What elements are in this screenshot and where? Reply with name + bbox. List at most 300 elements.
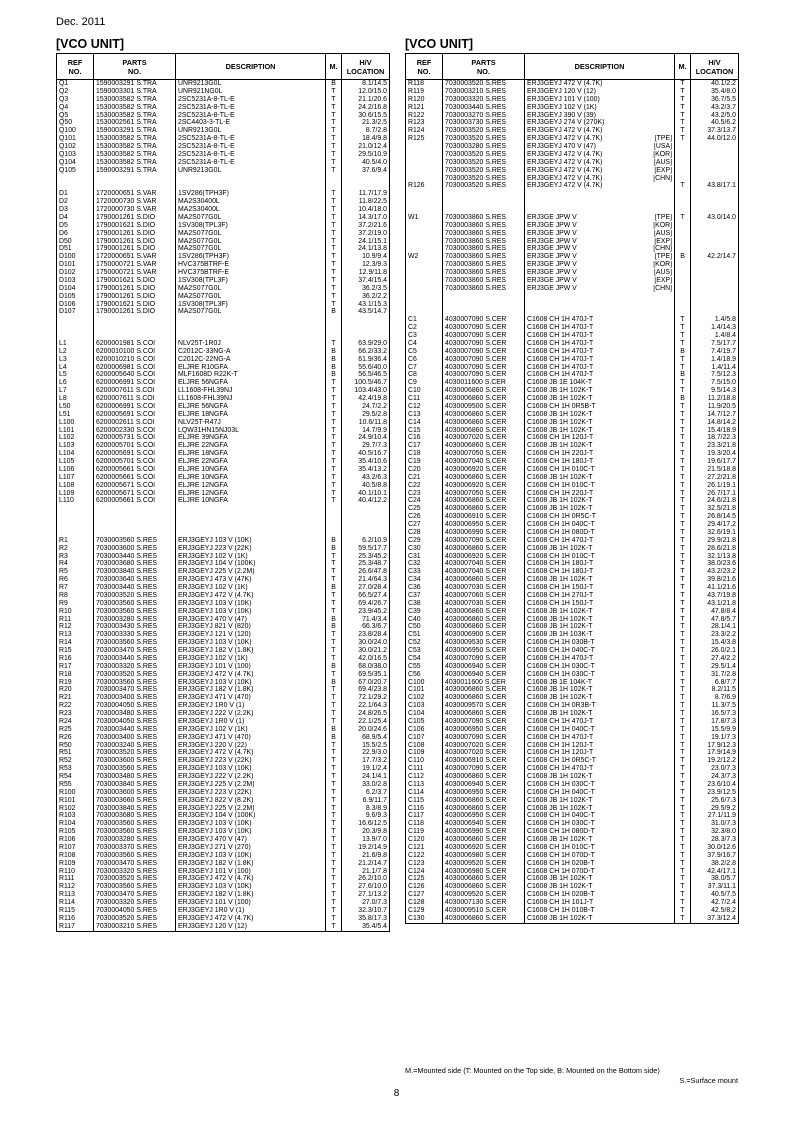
parts-number: 7030003330 — [96, 631, 135, 639]
description-text: ERJ3GEYJ 223 V (22K) — [178, 757, 252, 765]
ref-no-cell: R22 — [57, 702, 94, 710]
location-cell — [691, 198, 739, 206]
table-row — [406, 513, 739, 521]
location-cell: 37.3/12.4 — [691, 915, 739, 923]
description-cell — [525, 836, 675, 844]
description-text: ELJRE 39NGFA — [178, 434, 228, 442]
description-text: C1608 JB 1H 102K-T — [527, 497, 593, 505]
description-cell — [525, 891, 675, 899]
mounted-side-cell: T — [675, 403, 691, 411]
location-cell: 12.0/15.0 — [342, 88, 390, 96]
description-text: ERJ3GE JPW V — [527, 237, 577, 245]
description-text: ELJRE 56NGFA — [178, 402, 228, 410]
parts-number: 7030003520 — [96, 591, 135, 599]
table-row — [57, 529, 390, 537]
description-text: 2SC5231A-8-TL-E — [178, 158, 235, 166]
parts-type: S.RES — [136, 717, 158, 725]
description-text: 2SC5231A-8-TL-E — [178, 103, 235, 111]
description-cell — [525, 584, 675, 592]
location-cell: 31.7/2.8 — [691, 671, 739, 679]
ref-no-cell: C55 — [406, 663, 443, 671]
parts-no-cell — [94, 222, 176, 230]
parts-number: 7030003320 — [96, 662, 135, 670]
parts-number: 4030006920 — [445, 843, 484, 851]
description-cell — [176, 96, 326, 104]
parts-number: 7030003470 — [96, 647, 135, 654]
parts-no-cell — [443, 88, 525, 96]
table-row — [57, 537, 390, 545]
location-cell: 24.1/15.1 — [342, 238, 390, 246]
ref-no-cell: R7 — [57, 584, 94, 592]
table-row — [57, 151, 390, 159]
parts-no-cell — [94, 631, 176, 639]
parts-type: S.CER — [485, 804, 507, 812]
ref-no-cell: D50 — [57, 238, 94, 246]
ref-no-cell: D3 — [57, 206, 94, 214]
ref-no-cell: C4 — [406, 340, 443, 348]
mounted-side-cell: T — [675, 490, 691, 498]
parts-type: S.COI — [136, 450, 156, 458]
ref-no-cell — [406, 143, 443, 151]
parts-no-cell — [94, 395, 176, 403]
ref-no-cell: C34 — [406, 576, 443, 584]
ref-no-cell: D100 — [57, 253, 94, 261]
ref-no-cell: R124 — [406, 127, 443, 135]
ref-no-cell: C54 — [406, 655, 443, 663]
mounted-side-cell: T — [326, 434, 342, 442]
table-row — [57, 466, 390, 474]
parts-type: S.CER — [485, 843, 507, 851]
description-text: C1608 CH 1H 120J-T — [527, 749, 594, 757]
parts-type: S.CER — [485, 426, 507, 434]
table-row — [57, 757, 390, 765]
description-text: C1608 JB 1H 102K-T — [527, 544, 593, 552]
location-cell: 19.3/20.4 — [691, 450, 739, 458]
parts-type: S.RES — [136, 654, 158, 662]
description-cell — [176, 844, 326, 852]
parts-no-cell — [94, 923, 176, 931]
table-row — [406, 371, 739, 379]
description-cell — [176, 127, 326, 135]
description-text: ERJ3GE JPW V — [527, 276, 577, 284]
table-row — [406, 474, 739, 482]
parts-number: 7030003860 — [445, 245, 484, 253]
ref-no-cell: R123 — [406, 119, 443, 127]
parts-no-cell — [443, 765, 525, 773]
parts-type: S.RES — [136, 899, 158, 906]
ref-no-cell: C102 — [406, 694, 443, 702]
description-cell — [525, 324, 675, 332]
parts-number: 4030006940 — [445, 780, 484, 788]
description-cell — [525, 608, 675, 616]
parts-type: S.RES — [136, 623, 158, 631]
description-text: C1608 CH 1H 470J-T — [527, 654, 594, 662]
parts-no-cell — [94, 844, 176, 852]
ref-no-cell: R122 — [406, 112, 443, 120]
table-row — [57, 112, 390, 120]
mounted-side-cell: T — [326, 466, 342, 474]
location-cell: 29.4/17.2 — [691, 521, 739, 529]
parts-number: 4030006980 — [445, 867, 484, 875]
parts-number: 7030003520 — [445, 80, 484, 87]
mounted-side-cell: T — [675, 119, 691, 127]
parts-no-cell — [94, 356, 176, 364]
location-cell — [342, 316, 390, 324]
description-cell — [176, 238, 326, 246]
description-cell — [525, 505, 675, 513]
description-cell — [525, 230, 675, 238]
table-row — [57, 403, 390, 411]
location-cell: 23.9/45.2 — [342, 608, 390, 616]
description-text: C1608 CH 1H 270J-T — [527, 591, 594, 599]
parts-number: 4030007090 — [445, 371, 484, 379]
parts-type: S.CER — [485, 536, 507, 544]
description-cell — [525, 96, 675, 104]
parts-number: 7030003520 — [445, 182, 484, 190]
mounted-side-cell — [675, 159, 691, 167]
description-text: C1608 JB 1H 102K-T — [527, 442, 593, 450]
location-cell — [342, 505, 390, 513]
description-cell — [525, 245, 675, 253]
parts-no-cell — [94, 104, 176, 112]
location-cell: 12.3/9.3 — [342, 261, 390, 269]
mounted-side-cell: T — [326, 852, 342, 860]
description-cell — [176, 702, 326, 710]
table-row — [406, 490, 739, 498]
ref-no-cell — [406, 269, 443, 277]
table-row — [57, 553, 390, 561]
description-cell — [525, 427, 675, 435]
parts-type: S.COI — [136, 347, 156, 355]
mounted-side-cell: B — [675, 348, 691, 356]
description-cell — [176, 576, 326, 584]
location-cell: 14.8/14.2 — [691, 419, 739, 427]
table-row — [57, 253, 390, 261]
parts-number: 7030003520 — [96, 914, 135, 922]
ref-no-cell — [406, 151, 443, 159]
ref-no-cell — [406, 198, 443, 206]
description-cell — [525, 718, 675, 726]
table-row — [57, 616, 390, 624]
description-text: ERJ3GEYJ 472 V (4.7K) — [527, 135, 603, 143]
parts-no-cell — [443, 584, 525, 592]
mounted-side-cell: T — [326, 844, 342, 852]
parts-no-cell — [94, 167, 176, 175]
location-cell: 16.5/7.3 — [691, 710, 739, 718]
parts-no-cell — [94, 442, 176, 450]
parts-number: 4030007130 — [445, 899, 484, 906]
table-row — [57, 891, 390, 899]
mounted-side-cell: T — [326, 427, 342, 435]
parts-number: 1530003582 — [96, 143, 135, 150]
ref-no-cell: L6 — [57, 379, 94, 387]
description-cell — [525, 560, 675, 568]
table-row — [57, 702, 390, 710]
table-row — [406, 521, 739, 529]
parts-type: S.CER — [485, 402, 507, 410]
parts-number: 6200006991 — [96, 379, 135, 387]
location-cell: 42.2/14.7 — [691, 253, 739, 261]
description-cell — [525, 679, 675, 687]
ref-no-cell: C12 — [406, 403, 443, 411]
description-cell — [525, 80, 675, 88]
description-text: ERJ3GEYJ 472 V (4.7K) — [527, 166, 603, 174]
ref-no-cell — [57, 332, 94, 340]
ref-no-cell: R117 — [57, 923, 94, 931]
ref-no-cell — [57, 513, 94, 521]
ref-no-cell: C3 — [406, 332, 443, 340]
parts-type: S.TRA — [136, 143, 157, 150]
parts-number: 1750000721 — [96, 261, 135, 269]
parts-type: S.CER — [485, 710, 507, 717]
parts-no-cell — [443, 820, 525, 828]
parts-type: S.CER — [484, 379, 506, 387]
parts-no-cell — [94, 560, 176, 568]
description-cell — [176, 568, 326, 576]
parts-type: S.TRA — [136, 111, 157, 119]
ref-no-cell: C107 — [406, 734, 443, 742]
mounted-side-cell: B — [326, 734, 342, 742]
location-cell: 26.6/47.8 — [342, 568, 390, 576]
parts-type: S.CER — [485, 458, 507, 465]
table-row — [57, 836, 390, 844]
location-cell — [342, 175, 390, 183]
description-text: C1608 CH 1H 470J-T — [527, 363, 594, 371]
mounted-side-cell: T — [326, 285, 342, 293]
mounted-side-cell: T — [675, 521, 691, 529]
table-row — [57, 230, 390, 238]
document-date: Dec. 2011 — [56, 16, 106, 28]
ref-no-cell: D105 — [57, 293, 94, 301]
parts-number: 4030006860 — [445, 804, 484, 812]
ref-no-cell: C130 — [406, 915, 443, 923]
description-text: C1608 JB 1H 102K-T — [527, 473, 593, 481]
location-cell: 29.5/9.2 — [691, 805, 739, 813]
location-cell: 33.0/2.8 — [342, 781, 390, 789]
description-text: UNR9213G0L — [178, 80, 222, 87]
table-row — [57, 474, 390, 482]
mounted-side-cell: T — [326, 458, 342, 466]
table-row — [57, 364, 390, 372]
description-cell — [525, 686, 675, 694]
table-row — [406, 167, 739, 175]
table-row — [57, 450, 390, 458]
location-cell: 42.7/2.4 — [691, 899, 739, 907]
table-row — [406, 214, 739, 222]
parts-type: S.CER — [485, 733, 507, 741]
footnote-mounted-side: M.=Mounted side (T: Mounted on the Top side, B: Mounted on the Bottom side) — [405, 1066, 660, 1075]
parts-type: S.RES — [136, 591, 158, 599]
description-text: NLV25T-R47J — [178, 418, 221, 426]
parts-type: S.CER — [485, 434, 507, 442]
parts-type: S.CER — [485, 521, 507, 528]
parts-no-cell — [94, 332, 176, 340]
parts-no-cell — [443, 371, 525, 379]
parts-no-cell — [94, 797, 176, 805]
table-row — [406, 364, 739, 372]
parts-type: S.DIO — [136, 300, 156, 308]
location-cell: 32.3/8.0 — [691, 828, 739, 836]
table-row — [57, 623, 390, 631]
parts-no-cell — [443, 340, 525, 348]
parts-number: 4030006860 — [445, 875, 484, 883]
parts-type: S.CER — [485, 859, 507, 867]
description-text: ELJRE 22NGFA — [178, 458, 228, 465]
description-text: C1608 CH 1H 030C-T — [527, 780, 595, 788]
location-cell: 42.0/16.5 — [342, 655, 390, 663]
description-text: ERJ3GEYJ 120 V (12) — [178, 922, 247, 930]
description-text: ERJ3GEYJ 103 V (10K) — [178, 599, 252, 607]
parts-type: S.COI — [136, 371, 156, 379]
table-row — [406, 537, 739, 545]
parts-type: S.CER — [485, 324, 507, 332]
mounted-side-cell: T — [326, 127, 342, 135]
mounted-side-cell: T — [326, 395, 342, 403]
table-row — [57, 80, 390, 88]
parts-number: 4030006860 — [445, 442, 484, 450]
location-cell — [691, 175, 739, 183]
description-cell — [176, 773, 326, 781]
parts-no-cell — [443, 742, 525, 750]
mounted-side-cell: T — [326, 245, 342, 253]
parts-number: 4030009570 — [445, 702, 484, 710]
ref-no-cell: C38 — [406, 600, 443, 608]
parts-no-cell — [443, 206, 525, 214]
mounted-side-cell: T — [675, 844, 691, 852]
location-cell: 20.3/9.8 — [342, 828, 390, 836]
description-cell — [525, 710, 675, 718]
mounted-side-cell: T — [326, 222, 342, 230]
parts-type: S.CER — [485, 670, 507, 678]
table-row — [406, 726, 739, 734]
parts-no-cell — [443, 96, 525, 104]
parts-number: 7030003860 — [445, 237, 484, 245]
mounted-side-cell — [326, 332, 342, 340]
ref-no-cell: R51 — [57, 749, 94, 757]
location-cell: 14.7/12.7 — [691, 411, 739, 419]
mounted-side-cell: T — [326, 159, 342, 167]
table-row — [406, 340, 739, 348]
description-text: C1608 CH 1H 470J-T — [527, 733, 594, 741]
mounted-side-cell: T — [326, 907, 342, 915]
parts-no-cell — [94, 907, 176, 915]
location-cell: 24.1/4.1 — [342, 773, 390, 781]
ref-no-cell — [406, 222, 443, 230]
ref-no-cell: C33 — [406, 568, 443, 576]
parts-no-cell — [443, 805, 525, 813]
description-text: ERJ3GEYJ 102 V (1K) — [178, 725, 248, 733]
description-text: C1608 JB 1H 102K-T — [527, 914, 593, 922]
parts-no-cell — [94, 151, 176, 159]
mounted-side-cell: T — [675, 647, 691, 655]
description-text: NLV25T-1R0J — [178, 339, 221, 347]
parts-number: 6200006991 — [96, 402, 135, 410]
mounted-side-cell: T — [326, 812, 342, 820]
location-cell: 21.0/12.4 — [342, 143, 390, 151]
mounted-side-cell: T — [675, 182, 691, 190]
mounted-side-cell — [675, 198, 691, 206]
table-header-row — [57, 54, 390, 80]
col-location: H/V LOCATION — [691, 54, 739, 80]
parts-no-cell — [443, 316, 525, 324]
table-row — [406, 135, 739, 143]
parts-no-cell — [443, 647, 525, 655]
parts-type: S.RES — [136, 891, 158, 899]
mounted-side-cell: T — [675, 427, 691, 435]
mounted-side-cell: T — [326, 206, 342, 214]
description-text: C1608 CH 1H 040C-T — [527, 647, 595, 654]
description-cell — [525, 765, 675, 773]
parts-type: S.RES — [136, 765, 158, 773]
description-cell — [525, 159, 675, 167]
table-row — [406, 112, 739, 120]
description-cell — [525, 387, 675, 395]
location-cell: 17.7/3.2 — [342, 757, 390, 765]
mounted-side-cell: B — [326, 616, 342, 624]
parts-type: S.CER — [485, 780, 507, 788]
description-cell — [525, 277, 675, 285]
parts-type: S.RES — [136, 725, 158, 733]
ref-no-cell: C101 — [406, 686, 443, 694]
description-cell — [525, 490, 675, 498]
description-cell — [525, 411, 675, 419]
ref-no-cell: R106 — [57, 836, 94, 844]
mounted-side-cell: T — [326, 214, 342, 222]
table-row — [57, 332, 390, 340]
table-row — [57, 710, 390, 718]
parts-type: S.CER — [485, 796, 507, 804]
parts-number: 6200007611 — [96, 387, 134, 395]
table-row — [57, 852, 390, 860]
parts-type: S.CER — [485, 395, 507, 402]
description-cell — [176, 820, 326, 828]
parts-type: S.CER — [485, 316, 507, 324]
description-text: C1608 CH 1H 030C-T — [527, 662, 595, 670]
table-row — [57, 584, 390, 592]
table-row — [406, 96, 739, 104]
parts-no-cell — [443, 80, 525, 88]
parts-no-cell — [443, 175, 525, 183]
description-cell — [525, 206, 675, 214]
parts-type: S.RES — [485, 150, 507, 158]
ref-no-cell: C120 — [406, 836, 443, 844]
ref-no-cell: R114 — [57, 899, 94, 907]
location-cell: 27.1/13.2 — [342, 891, 390, 899]
parts-no-cell — [443, 450, 525, 458]
parts-number: 4030006920 — [445, 465, 484, 473]
parts-type: S.RES — [485, 87, 507, 95]
description-cell — [525, 529, 675, 537]
location-cell: 16.6/12.5 — [342, 820, 390, 828]
description-text: MA2S30400L — [178, 206, 220, 213]
description-text: ERJ3GEYJ 472 V (4.7K) — [178, 875, 254, 883]
location-cell — [342, 513, 390, 521]
parts-number: 6200005661 — [96, 473, 135, 481]
ref-no-cell — [406, 308, 443, 316]
ref-no-cell: C1 — [406, 316, 443, 324]
mounted-side-cell: T — [675, 742, 691, 750]
parts-number: 1790001261 — [96, 292, 135, 300]
mounted-side-cell — [675, 301, 691, 309]
mounted-side-cell: T — [675, 214, 691, 222]
description-text: MA2S077G0L — [178, 229, 222, 237]
parts-type: S.CER — [485, 914, 507, 922]
parts-type: S.COI — [136, 442, 156, 450]
parts-number: 7030004050 — [96, 906, 135, 914]
table-row — [57, 301, 390, 309]
location-cell: 8.7/6.9 — [691, 694, 739, 702]
parts-type: S.CER — [485, 505, 507, 513]
